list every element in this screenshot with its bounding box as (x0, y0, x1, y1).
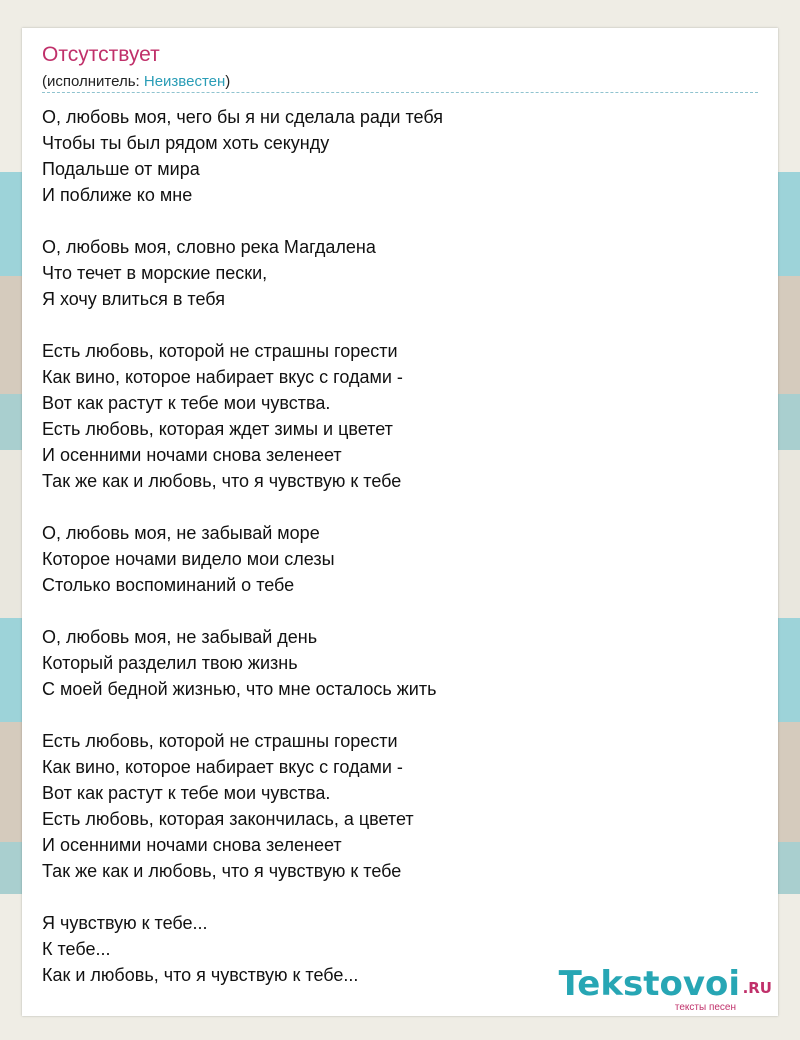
stanza-gap (42, 884, 758, 910)
song-title: Отсутствует (42, 43, 160, 66)
lyric-line: И поближе ко мне (42, 185, 193, 205)
lyric-line: Есть любовь, которой не страшны горести (42, 731, 398, 751)
title-divider (42, 92, 758, 93)
lyric-line: Который разделил твою жизнь (42, 653, 298, 673)
lyrics-body (42, 104, 758, 988)
lyric-line: Как вино, которое набирает вкус с годами - (42, 757, 403, 777)
site-logo[interactable] (558, 964, 772, 1014)
lyric-line: Вот как растут к тебе мои чувства. (42, 393, 331, 413)
lyric-line: Вот как растут к тебе мои чувства. (42, 783, 331, 803)
lyric-line: Которое ночами видело мои слезы (42, 549, 335, 569)
logo-domain: .RU (742, 979, 772, 997)
stanza-gap (42, 312, 758, 338)
lyric-line: Что течет в морские пески, (42, 263, 268, 283)
lyric-line: И осенними ночами снова зеленеет (42, 835, 342, 855)
logo-subtitle: тексты песен (674, 1002, 736, 1013)
lyric-line: Подальше от мира (42, 159, 200, 179)
lyric-line: Есть любовь, которая закончилась, а цветет (42, 809, 414, 829)
lyric-line: Как вино, которое набирает вкус с годами - (42, 367, 403, 387)
logo-wordmark: Tekstovoi (558, 964, 740, 1004)
lyric-line: Я хочу влиться в тебя (42, 289, 225, 309)
lyrics-card (22, 28, 778, 1016)
lyric-line: Как и любовь, что я чувствую к тебе... (42, 965, 359, 985)
lyric-line: Так же как и любовь, что я чувствую к тебе (42, 471, 402, 491)
artist-suffix: ) (225, 73, 231, 90)
stanza-gap (42, 208, 758, 234)
lyric-line: И осенними ночами снова зеленеет (42, 445, 342, 465)
lyric-line: О, любовь моя, словно река Магдалена (42, 237, 376, 257)
lyric-line: О, любовь моя, не забывай день (42, 627, 318, 647)
artist-line (42, 72, 230, 92)
artist-prefix: (исполнитель: (42, 73, 144, 90)
lyric-line: К тебе... (42, 939, 111, 959)
lyric-line: Есть любовь, которой не страшны горести (42, 341, 398, 361)
stanza-gap (42, 598, 758, 624)
lyric-line: О, любовь моя, не забывай море (42, 523, 320, 543)
lyric-line: О, любовь моя, чего бы я ни сделала ради тебя (42, 107, 444, 127)
stanza-gap (42, 494, 758, 520)
lyric-line: Чтобы ты был рядом хоть секунду (42, 133, 330, 153)
lyric-line: Я чувствую к тебе... (42, 913, 208, 933)
stanza-gap (42, 702, 758, 728)
lyric-line: С моей бедной жизнью, что мне осталось жить (42, 679, 437, 699)
lyric-line: Столько воспоминаний о тебе (42, 575, 295, 595)
lyric-line: Так же как и любовь, что я чувствую к тебе (42, 861, 402, 881)
lyric-line: Есть любовь, которая ждет зимы и цветет (42, 419, 393, 439)
artist-link[interactable]: Неизвестен (143, 73, 226, 90)
